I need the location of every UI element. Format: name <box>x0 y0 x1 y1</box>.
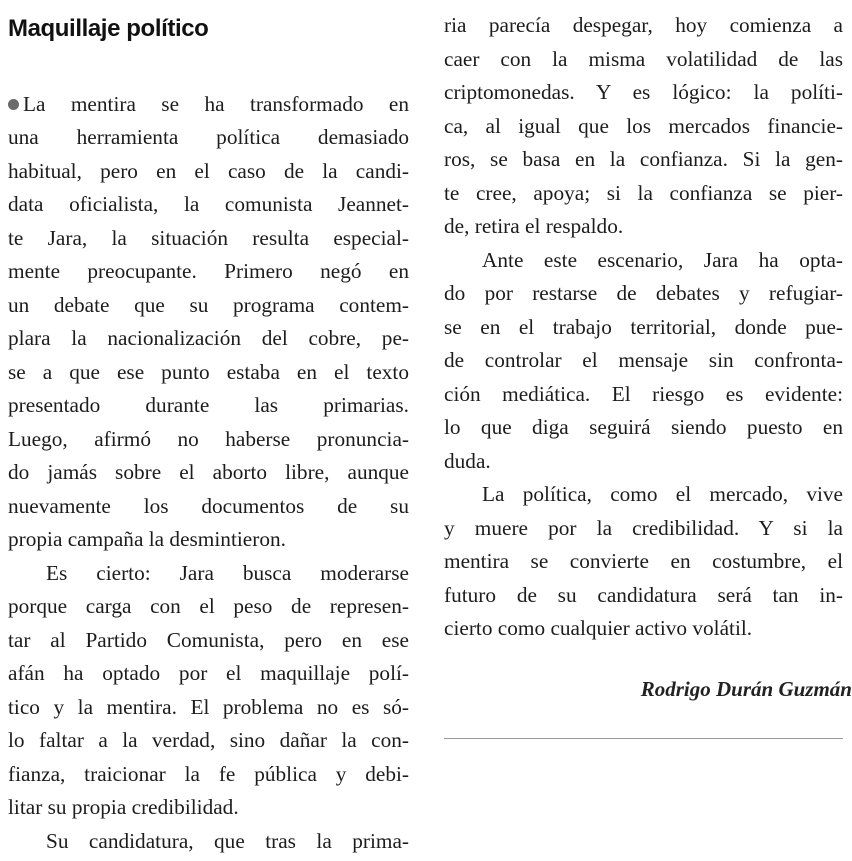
paragraph-line: propia campaña la desmintieron. <box>8 527 286 551</box>
paragraph-line: lo que diga seguirá siendo puesto en <box>444 415 843 439</box>
paragraph-line: ca, al igual que los mercados financie- <box>444 113 843 138</box>
paragraph-line: data oficialista, la comunista Jeannet- <box>8 192 409 216</box>
paragraph-line: y muere por la credibilidad. Y si la <box>444 515 843 540</box>
paragraph-line: presentado durante las primarias. <box>8 393 409 417</box>
article-headline: Maquillaje político <box>8 15 209 42</box>
paragraph-line: tar al Partido Comunista, pero en ese <box>8 627 409 652</box>
left-column <box>8 0 409 858</box>
paragraph-line: litar su propia credibilidad. <box>8 795 239 819</box>
paragraph-line: lo faltar a la verdad, sino dañar la con- <box>8 728 409 752</box>
author-signature: Rodrigo Durán Guzmán <box>640 677 852 701</box>
paragraph-line: do jamás sobre el aborto libre, aunque <box>8 460 409 484</box>
paragraph-line: criptomonedas. Y es lógico: la políti- <box>444 80 843 104</box>
paragraph-line: te Jara, la situación resulta especial- <box>8 225 409 250</box>
paragraph-line: ria parecía despegar, hoy comienza a <box>444 13 843 37</box>
paragraph-line: fianza, traicionar la fe pública y debi- <box>8 761 409 786</box>
paragraph-line: tico y la mentira. El problema no es só- <box>8 694 409 719</box>
paragraph-line: La mentira se ha transformado en <box>8 88 409 122</box>
bullet-icon <box>8 99 19 110</box>
section-divider <box>444 738 843 739</box>
paragraph-line: se a que ese punto estaba en el texto <box>8 359 409 384</box>
paragraph-line: cierto como cualquier activo volátil. <box>444 616 753 640</box>
paragraph-line: Es cierto: Jara busca moderarse <box>46 560 409 585</box>
paragraph-line: de controlar el mensaje sin confronta- <box>444 348 843 372</box>
paragraph-line: de, retira el respaldo. <box>444 214 624 238</box>
paragraph-line: afán ha optado por el maquillaje polí- <box>8 661 409 685</box>
paragraph-line: ros, se basa en la confianza. Si la gen- <box>444 147 843 171</box>
paragraph-line: habitual, pero en el caso de la candi- <box>8 158 409 183</box>
paragraph-line: se en el trabajo territorial, donde pue- <box>444 314 843 339</box>
paragraph-line: porque carga con el peso de represen- <box>8 594 409 618</box>
paragraph-line: do por restarse de debates y refugiar- <box>444 281 843 305</box>
paragraph-line: duda. <box>444 448 491 473</box>
paragraph-line: te cree, apoya; si la confianza se pier- <box>444 180 843 205</box>
paragraph-line: ción mediática. El riesgo es evidente: <box>444 381 843 406</box>
paragraph-line: una herramienta política demasiado <box>8 125 409 149</box>
paragraph-line: mentira se convierte en costumbre, el <box>444 549 843 573</box>
paragraph-line: plara la nacionalización del cobre, pe- <box>8 326 409 350</box>
paragraph-line: mente preocupante. Primero negó en <box>8 259 409 283</box>
paragraph-line: Su candidatura, que tras la prima- <box>46 828 409 853</box>
paragraph-line: Luego, afirmó no haberse pronuncia- <box>8 426 409 451</box>
paragraph-line: caer con la misma volatilidad de las <box>444 46 843 71</box>
paragraph-line: La política, como el mercado, vive <box>482 482 843 506</box>
paragraph-line: futuro de su candidatura será tan in- <box>444 582 843 607</box>
paragraph-line: un debate que su programa contem- <box>8 292 409 317</box>
right-column <box>444 0 843 646</box>
paragraph-line: nuevamente los documentos de su <box>8 493 409 518</box>
paragraph-line: Ante este escenario, Jara ha opta- <box>482 247 843 272</box>
